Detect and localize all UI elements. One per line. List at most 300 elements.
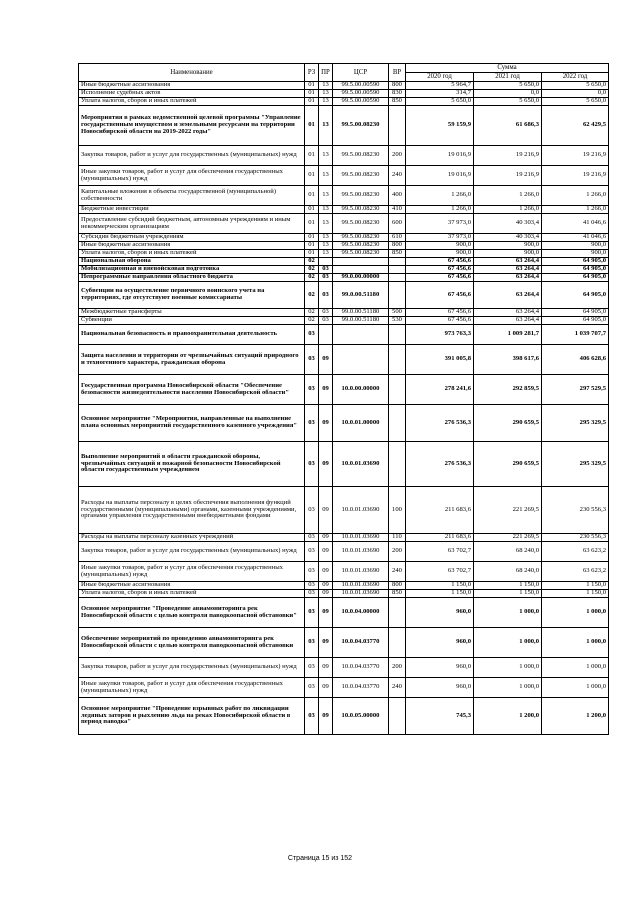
row-csr: 99.0.00.51180 <box>333 282 389 309</box>
row-csr: 10.0.05.00000 <box>333 698 389 735</box>
row-amount-2020: 67 456,6 <box>406 282 474 309</box>
row-amount-2022: 1 000,0 <box>542 658 609 678</box>
row-amount-2022: 230 556,3 <box>542 534 609 542</box>
row-pr: 13 <box>319 234 333 242</box>
row-amount-2020: 67 456,6 <box>406 258 474 266</box>
row-amount-2022: 64 905,0 <box>542 258 609 266</box>
row-amount-2022: 41 046,6 <box>542 234 609 242</box>
row-name: Капитальные вложения в объекты государственной (муниципальной) собственности <box>79 186 305 206</box>
row-csr: 10.0.01.03690 <box>333 442 389 487</box>
row-rz: 02 <box>305 282 319 309</box>
table-row <box>79 325 609 345</box>
table-row <box>79 375 609 405</box>
row-csr: 10.0.04.03770 <box>333 628 389 658</box>
row-amount-2020: 1 266,0 <box>406 206 474 214</box>
table-row <box>79 698 609 735</box>
row-pr: 13 <box>319 90 333 98</box>
row-amount-2022: 297 529,5 <box>542 375 609 405</box>
row-rz: 03 <box>305 375 319 405</box>
row-name: Закупка товаров, работ и услуг для государственных (муниципальных) нужд <box>79 542 305 562</box>
row-csr: 99.5.00.08230 <box>333 234 389 242</box>
row-amount-2021: 63 264,4 <box>474 274 542 282</box>
row-vr: 200 <box>389 658 406 678</box>
row-amount-2021: 1 150,0 <box>474 582 542 590</box>
row-amount-2020: 67 456,6 <box>406 317 474 325</box>
row-csr: 10.0.01.00000 <box>333 405 389 442</box>
row-amount-2021: 1 000,0 <box>474 598 542 628</box>
row-amount-2022: 5 650,0 <box>542 82 609 90</box>
header-pr: ПР <box>319 64 333 82</box>
row-csr: 99.5.00.08230 <box>333 186 389 206</box>
row-amount-2021: 221 269,5 <box>474 534 542 542</box>
row-vr: 110 <box>389 534 406 542</box>
row-amount-2020: 1 150,0 <box>406 582 474 590</box>
row-rz: 01 <box>305 90 319 98</box>
row-name: Национальная оборона <box>79 258 305 266</box>
row-name: Непрограммные направления областного бюджета <box>79 274 305 282</box>
row-pr: 09 <box>319 678 333 698</box>
table-row <box>79 98 609 106</box>
row-amount-2021: 19 216,9 <box>474 146 542 166</box>
table-row <box>79 186 609 206</box>
table-row <box>79 274 609 282</box>
row-rz: 01 <box>305 242 319 250</box>
row-name: Государственная программа Новосибирской области "Обеспечение безопасности жизнедеятельности населения Новосибирской области" <box>79 375 305 405</box>
row-rz: 01 <box>305 214 319 234</box>
row-amount-2022: 900,0 <box>542 250 609 258</box>
row-rz: 03 <box>305 628 319 658</box>
row-vr <box>389 345 406 375</box>
table-row <box>79 206 609 214</box>
row-csr: 10.0.01.03690 <box>333 590 389 598</box>
row-pr: 09 <box>319 542 333 562</box>
row-vr <box>389 628 406 658</box>
row-vr <box>389 325 406 345</box>
row-csr: 10.0.01.03690 <box>333 487 389 534</box>
row-amount-2021: 63 264,4 <box>474 258 542 266</box>
row-amount-2021: 1 009 281,7 <box>474 325 542 345</box>
row-pr: 13 <box>319 166 333 186</box>
row-amount-2022: 295 329,5 <box>542 405 609 442</box>
row-csr: 10.0.00.00000 <box>333 375 389 405</box>
row-name: Субвенции на осуществление первичного воинского учета на территориях, где отсутствуют военные комиссариаты <box>79 282 305 309</box>
row-amount-2022: 63 623,2 <box>542 562 609 582</box>
table-row <box>79 542 609 562</box>
row-amount-2020: 745,3 <box>406 698 474 735</box>
row-rz: 02 <box>305 274 319 282</box>
row-amount-2022: 295 329,5 <box>542 442 609 487</box>
row-rz: 01 <box>305 234 319 242</box>
row-amount-2020: 67 456,6 <box>406 309 474 317</box>
row-amount-2020: 276 536,3 <box>406 442 474 487</box>
row-amount-2022: 230 556,3 <box>542 487 609 534</box>
row-amount-2021: 1 000,0 <box>474 678 542 698</box>
row-rz: 03 <box>305 678 319 698</box>
row-rz: 03 <box>305 658 319 678</box>
row-amount-2021: 1 000,0 <box>474 628 542 658</box>
row-csr: 99.5.00.08230 <box>333 242 389 250</box>
row-amount-2020: 973 763,3 <box>406 325 474 345</box>
row-amount-2021: 68 240,0 <box>474 562 542 582</box>
row-name: Мероприятия в рамках ведомственной целевой программы "Управление государственным имуществом и земельными ресурсами на территории Новосибирской области на 2019-2022 годы" <box>79 106 305 146</box>
row-vr <box>389 282 406 309</box>
row-pr: 03 <box>319 309 333 317</box>
row-rz: 03 <box>305 345 319 375</box>
row-amount-2022: 19 216,9 <box>542 166 609 186</box>
row-vr <box>389 698 406 735</box>
row-amount-2021: 1 266,0 <box>474 206 542 214</box>
row-csr <box>333 258 389 266</box>
table-row <box>79 562 609 582</box>
row-vr: 800 <box>389 582 406 590</box>
row-csr: 99.5.00.08230 <box>333 146 389 166</box>
row-name: Иные бюджетные ассигнования <box>79 242 305 250</box>
row-amount-2022: 1 150,0 <box>542 582 609 590</box>
row-amount-2020: 960,0 <box>406 658 474 678</box>
row-rz: 03 <box>305 598 319 628</box>
row-pr: 13 <box>319 242 333 250</box>
row-pr: 13 <box>319 250 333 258</box>
row-amount-2021: 0,0 <box>474 90 542 98</box>
row-vr <box>389 442 406 487</box>
row-amount-2021: 63 264,4 <box>474 317 542 325</box>
row-name: Иные бюджетные ассигнования <box>79 582 305 590</box>
row-amount-2020: 314,7 <box>406 90 474 98</box>
row-csr <box>333 345 389 375</box>
row-name: Расходы на выплаты персоналу казенных учреждений <box>79 534 305 542</box>
row-vr: 410 <box>389 206 406 214</box>
row-amount-2020: 211 683,6 <box>406 487 474 534</box>
table-row <box>79 282 609 309</box>
row-pr: 13 <box>319 98 333 106</box>
row-amount-2022: 1 000,0 <box>542 628 609 658</box>
row-amount-2020: 5 650,0 <box>406 98 474 106</box>
table-header <box>79 64 609 82</box>
row-pr: 09 <box>319 487 333 534</box>
row-amount-2021: 40 303,4 <box>474 214 542 234</box>
row-csr: 99.5.00.08230 <box>333 106 389 146</box>
row-rz: 01 <box>305 146 319 166</box>
row-rz: 01 <box>305 206 319 214</box>
row-amount-2021: 5 650,0 <box>474 98 542 106</box>
header-sum: Сумма <box>406 64 609 73</box>
row-name: Уплата налогов, сборов и иных платежей <box>79 250 305 258</box>
row-rz: 01 <box>305 82 319 90</box>
row-amount-2022: 64 905,0 <box>542 309 609 317</box>
header-year-2021: 2021 год <box>474 73 542 82</box>
row-amount-2020: 37 973,0 <box>406 214 474 234</box>
row-name: Уплата налогов, сборов и иных платежей <box>79 590 305 598</box>
table-row <box>79 442 609 487</box>
row-vr <box>389 106 406 146</box>
row-amount-2020: 960,0 <box>406 628 474 658</box>
row-amount-2020: 960,0 <box>406 678 474 698</box>
row-pr: 09 <box>319 405 333 442</box>
row-amount-2022: 1 150,0 <box>542 590 609 598</box>
row-vr: 500 <box>389 309 406 317</box>
row-amount-2020: 67 456,6 <box>406 274 474 282</box>
row-amount-2022: 64 905,0 <box>542 266 609 274</box>
row-rz: 01 <box>305 106 319 146</box>
row-rz: 03 <box>305 590 319 598</box>
row-pr: 13 <box>319 214 333 234</box>
table-row <box>79 628 609 658</box>
row-rz: 03 <box>305 582 319 590</box>
row-vr <box>389 375 406 405</box>
row-amount-2022: 900,0 <box>542 242 609 250</box>
row-amount-2022: 64 905,0 <box>542 282 609 309</box>
row-amount-2021: 900,0 <box>474 242 542 250</box>
row-amount-2022: 1 000,0 <box>542 678 609 698</box>
row-rz: 03 <box>305 542 319 562</box>
header-vr: ВР <box>389 64 406 82</box>
row-amount-2021: 221 269,5 <box>474 487 542 534</box>
row-rz: 01 <box>305 250 319 258</box>
table-row <box>79 214 609 234</box>
row-name: Субсидии бюджетным учреждениям <box>79 234 305 242</box>
row-amount-2022: 19 216,9 <box>542 146 609 166</box>
row-name: Национальная безопасность и правоохранительная деятельность <box>79 325 305 345</box>
row-amount-2022: 64 905,0 <box>542 317 609 325</box>
row-csr: 99.0.00.51180 <box>333 309 389 317</box>
row-name: Обеспечение мероприятий по проведению авиамониторинга рек Новосибирской области с целью контроля паводкоопасной обстановки <box>79 628 305 658</box>
row-amount-2021: 5 650,0 <box>474 82 542 90</box>
row-amount-2021: 63 264,4 <box>474 309 542 317</box>
row-amount-2021: 290 659,5 <box>474 442 542 487</box>
row-name: Иные закупки товаров, работ и услуг для обеспечения государственных (муниципальных) нужд <box>79 562 305 582</box>
table-row <box>79 166 609 186</box>
row-vr: 610 <box>389 234 406 242</box>
row-amount-2020: 63 702,7 <box>406 542 474 562</box>
row-pr: 13 <box>319 106 333 146</box>
row-amount-2021: 1 000,0 <box>474 658 542 678</box>
table-row <box>79 317 609 325</box>
row-name: Иные закупки товаров, работ и услуг для обеспечения государственных (муниципальных) нужд <box>79 166 305 186</box>
row-pr: 09 <box>319 598 333 628</box>
page-number: Страница 15 из 152 <box>287 855 353 862</box>
row-csr: 10.0.01.03690 <box>333 562 389 582</box>
row-name: Выполнение мероприятий в области гражданской обороны, чрезвычайных ситуаций и пожарной безопасности Новосибирской области государственным учреждением <box>79 442 305 487</box>
row-name: Мобилизационная и вневойсковая подготовка <box>79 266 305 274</box>
row-vr: 800 <box>389 82 406 90</box>
row-name: Бюджетные инвестиции <box>79 206 305 214</box>
row-amount-2022: 41 046,6 <box>542 214 609 234</box>
row-rz: 02 <box>305 266 319 274</box>
row-amount-2021: 40 303,4 <box>474 234 542 242</box>
row-vr: 240 <box>389 562 406 582</box>
row-pr: 09 <box>319 658 333 678</box>
row-amount-2022: 1 000,0 <box>542 598 609 628</box>
row-amount-2020: 19 016,9 <box>406 146 474 166</box>
row-vr: 600 <box>389 214 406 234</box>
row-amount-2021: 290 659,5 <box>474 405 542 442</box>
row-vr <box>389 274 406 282</box>
table-body <box>79 82 609 735</box>
row-vr: 200 <box>389 146 406 166</box>
row-amount-2020: 59 159,9 <box>406 106 474 146</box>
row-vr: 800 <box>389 242 406 250</box>
row-csr: 99.5.00.08230 <box>333 250 389 258</box>
row-amount-2020: 67 456,6 <box>406 266 474 274</box>
row-name: Закупка товаров, работ и услуг для государственных (муниципальных) нужд <box>79 658 305 678</box>
row-amount-2021: 900,0 <box>474 250 542 258</box>
table-row <box>79 678 609 698</box>
row-csr: 99.0.00.51180 <box>333 317 389 325</box>
table-row <box>79 534 609 542</box>
row-amount-2020: 960,0 <box>406 598 474 628</box>
row-csr: 99.5.00.00590 <box>333 90 389 98</box>
row-amount-2022: 1 200,0 <box>542 698 609 735</box>
row-pr: 09 <box>319 562 333 582</box>
row-amount-2020: 37 973,0 <box>406 234 474 242</box>
row-amount-2022: 62 429,5 <box>542 106 609 146</box>
row-amount-2021: 19 216,9 <box>474 166 542 186</box>
row-rz: 01 <box>305 186 319 206</box>
row-rz: 01 <box>305 98 319 106</box>
table-row <box>79 345 609 375</box>
row-pr: 09 <box>319 590 333 598</box>
row-pr: 03 <box>319 317 333 325</box>
table-row <box>79 146 609 166</box>
row-rz: 03 <box>305 698 319 735</box>
table-row <box>79 405 609 442</box>
row-pr: 09 <box>319 628 333 658</box>
row-amount-2021: 61 686,3 <box>474 106 542 146</box>
row-amount-2020: 278 241,6 <box>406 375 474 405</box>
row-amount-2021: 68 240,0 <box>474 542 542 562</box>
row-rz: 02 <box>305 309 319 317</box>
row-amount-2021: 1 150,0 <box>474 590 542 598</box>
row-amount-2020: 391 005,8 <box>406 345 474 375</box>
row-amount-2022: 1 266,0 <box>542 206 609 214</box>
row-csr: 10.0.04.03770 <box>333 678 389 698</box>
row-amount-2020: 900,0 <box>406 242 474 250</box>
row-rz: 02 <box>305 258 319 266</box>
row-amount-2020: 63 702,7 <box>406 562 474 582</box>
row-amount-2022: 406 628,6 <box>542 345 609 375</box>
row-amount-2020: 5 964,7 <box>406 82 474 90</box>
row-vr: 400 <box>389 186 406 206</box>
row-csr: 10.0.04.00000 <box>333 598 389 628</box>
row-amount-2022: 1 266,0 <box>542 186 609 206</box>
row-vr <box>389 405 406 442</box>
row-name: Основное мероприятие "Мероприятия, направленные на выполнение плана основных мероприятий государственного казенного учреждения" <box>79 405 305 442</box>
row-pr: 03 <box>319 282 333 309</box>
row-vr: 240 <box>389 166 406 186</box>
header-name: Наименование <box>79 64 305 82</box>
row-amount-2020: 19 016,9 <box>406 166 474 186</box>
row-csr: 10.0.01.03690 <box>333 534 389 542</box>
row-name: Иные закупки товаров, работ и услуг для обеспечения государственных (муниципальных) нужд <box>79 678 305 698</box>
header-year-2022: 2022 год <box>542 73 609 82</box>
row-csr: 99.5.00.00590 <box>333 98 389 106</box>
row-rz: 03 <box>305 325 319 345</box>
row-pr: 09 <box>319 375 333 405</box>
row-pr: 13 <box>319 82 333 90</box>
row-amount-2022: 0,0 <box>542 90 609 98</box>
row-rz: 03 <box>305 405 319 442</box>
row-name: Уплата налогов, сборов и иных платежей <box>79 98 305 106</box>
row-pr: 09 <box>319 698 333 735</box>
row-name: Закупка товаров, работ и услуг для государственных (муниципальных) нужд <box>79 146 305 166</box>
row-csr: 99.5.00.08230 <box>333 214 389 234</box>
row-pr: 09 <box>319 345 333 375</box>
row-pr: 03 <box>319 266 333 274</box>
row-vr: 850 <box>389 590 406 598</box>
row-pr: 13 <box>319 206 333 214</box>
row-amount-2021: 1 266,0 <box>474 186 542 206</box>
row-vr: 240 <box>389 678 406 698</box>
row-pr: 13 <box>319 186 333 206</box>
row-csr: 10.0.01.03690 <box>333 582 389 590</box>
row-rz: 03 <box>305 534 319 542</box>
row-rz: 03 <box>305 562 319 582</box>
row-vr <box>389 266 406 274</box>
row-rz: 02 <box>305 317 319 325</box>
table-row <box>79 590 609 598</box>
row-amount-2022: 63 623,2 <box>542 542 609 562</box>
row-pr <box>319 325 333 345</box>
header-year-2020: 2020 год <box>406 73 474 82</box>
row-amount-2021: 63 264,4 <box>474 282 542 309</box>
row-name: Иные бюджетные ассигнования <box>79 82 305 90</box>
row-vr: 200 <box>389 542 406 562</box>
row-name: Основное мероприятие "Проведение авиамониторинга рек Новосибирской области с целью контроля паводкоопасной обстановки" <box>79 598 305 628</box>
row-amount-2020: 211 683,6 <box>406 534 474 542</box>
row-csr: 99.0.00.00000 <box>333 274 389 282</box>
row-rz: 03 <box>305 442 319 487</box>
row-vr <box>389 598 406 628</box>
row-pr: 03 <box>319 274 333 282</box>
row-rz: 03 <box>305 487 319 534</box>
row-name: Исполнение судебных актов <box>79 90 305 98</box>
row-name: Предоставление субсидий бюджетным, автономным учреждениям и иным некоммерческим организациям <box>79 214 305 234</box>
row-csr: 10.0.01.03690 <box>333 542 389 562</box>
row-amount-2020: 1 266,0 <box>406 186 474 206</box>
row-rz: 01 <box>305 166 319 186</box>
row-amount-2022: 64 905,0 <box>542 274 609 282</box>
header-csr: ЦСР <box>333 64 389 82</box>
row-csr: 99.5.00.08230 <box>333 206 389 214</box>
row-csr: 10.0.04.03770 <box>333 658 389 678</box>
header-rz: РЗ <box>305 64 319 82</box>
row-vr: 850 <box>389 98 406 106</box>
row-name: Расходы на выплаты персоналу в целях обеспечения выполнения функций государственными (муниципальными) органами, казенными учреждениями, органами управления государственными внебюджетными фондами <box>79 487 305 534</box>
row-pr: 13 <box>319 146 333 166</box>
row-csr: 99.5.00.08230 <box>333 166 389 186</box>
row-amount-2020: 276 536,3 <box>406 405 474 442</box>
row-pr: 09 <box>319 442 333 487</box>
row-vr <box>389 258 406 266</box>
row-name: Основное мероприятие "Проведение взрывных работ по ликвидации ледяных заторов и рыхлению льда на реках Новосибирской области в период паводка" <box>79 698 305 735</box>
row-amount-2021: 63 264,4 <box>474 266 542 274</box>
row-name: Субвенции <box>79 317 305 325</box>
row-amount-2022: 5 650,0 <box>542 98 609 106</box>
row-amount-2021: 292 859,5 <box>474 375 542 405</box>
table-row <box>79 598 609 628</box>
row-amount-2020: 1 150,0 <box>406 590 474 598</box>
table-row <box>79 658 609 678</box>
row-vr: 850 <box>389 250 406 258</box>
row-pr: 09 <box>319 534 333 542</box>
row-csr: 99.5.00.00590 <box>333 82 389 90</box>
row-vr: 530 <box>389 317 406 325</box>
row-name: Защита населения и территории от чрезвычайных ситуаций природного и техногенного характера, гражданская оборона <box>79 345 305 375</box>
table-row <box>79 487 609 534</box>
row-pr: 09 <box>319 582 333 590</box>
row-name: Межбюджетные трансферты <box>79 309 305 317</box>
row-csr <box>333 325 389 345</box>
